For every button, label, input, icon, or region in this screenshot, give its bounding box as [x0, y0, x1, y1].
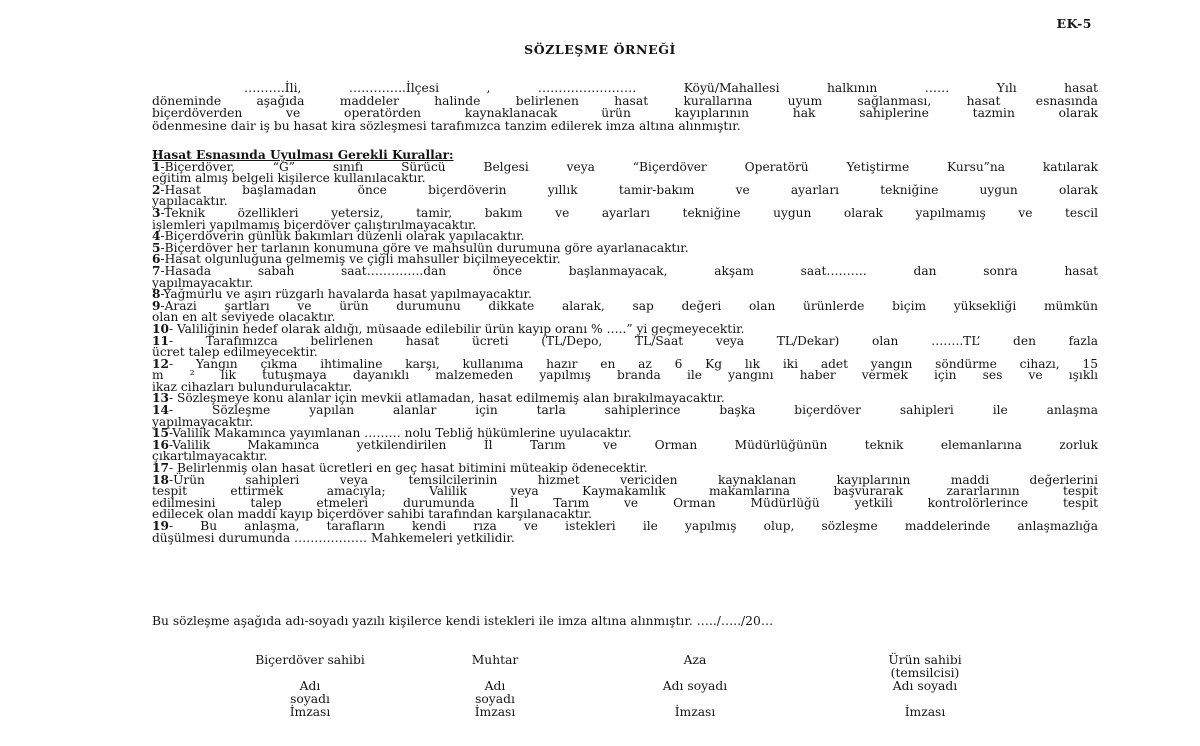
- rule-text: Valiliğinin hedef olarak aldığı, müsaade edilebilir ürün kayıp oranı % …..” yi geçmeyecektir.: [176, 321, 745, 336]
- rule-number: 13: [152, 391, 169, 406]
- rule-separator: -: [160, 287, 164, 302]
- signature-role: Ürün sahibi: [888, 653, 962, 667]
- rule-text: Valilik Makamınca yayımlanan ……… nolu Tebliğ hükümlerine uyulacaktır.: [172, 426, 632, 441]
- rule-text: Valilik Makamınca yetkilendirilen İl Tarım ve Orman Müdürlüğünün teknik elemanlarına zorluk: [172, 437, 1098, 452]
- signature-role: Muhtar: [471, 653, 519, 667]
- signature-line: İmzası: [904, 705, 946, 719]
- signature-block-member: [630, 654, 760, 719]
- intro-paragraph: [152, 82, 1098, 132]
- rule-text: Sözleşme yapılan alanlar için tarla sahiplerince başka biçerdöver sahipleri ile anlaşma: [212, 403, 1098, 418]
- rule-number: 5: [152, 240, 161, 255]
- rule-text: Belirlenmiş olan hasat ücretleri en geç hasat bitimini müteakip ödenecektir.: [176, 461, 648, 476]
- signature-role: Biçerdöver sahibi: [255, 653, 365, 667]
- rule-number: 1: [152, 159, 161, 174]
- rule-line: [152, 405, 1098, 417]
- rule-text: Biçerdöver, “G” sınıfı Sürücü Belgesi veya “Biçerdöver Operatörü Yetiştirme Kursu”na katılarak: [164, 159, 1098, 174]
- rule-text: düşülmesi durumunda ……………… Mahkemeleri yetkilidir.: [152, 530, 515, 545]
- rule-text: Arazi şartları ve ürün durumunu dikkate alarak, sap değeri olan ürünlerde biçim yüksekliği mümkün: [164, 298, 1098, 313]
- rule-item: [152, 356, 1098, 394]
- rule-separator: -: [168, 437, 173, 452]
- rule-text: olan en alt seviyede olacaktır.: [152, 310, 336, 325]
- rule-text: Yangın çıkma ihtimaline karşı, kullanıma hazır en az 6 Kg lık iki adet yangın söndürme cihazı, 15: [195, 356, 1098, 371]
- rule-separator: -: [160, 298, 165, 313]
- rule-text: Hasat başlamadan önce biçerdöverin yıllık tamir-bakım ve ayarları tekniğine uygun olarak: [164, 182, 1098, 197]
- rule-text: Teknik özellikleri yetersiz, tamir, bakım ve ayarları tekniğine uygun olarak yapılmamış ve tescil: [164, 205, 1098, 220]
- rule-separator: -: [168, 403, 213, 418]
- document-title: SÖZLEŞME ÖRNEĞİ: [524, 42, 676, 57]
- rule-number: 10: [152, 321, 169, 336]
- rule-number: 2: [152, 182, 161, 197]
- annex-label: EK-5: [1056, 16, 1092, 31]
- rule-text: Hasada sabah saat…………..dan önce başlanmayacak, akşam saat………. dan sonra hasat: [164, 263, 1098, 278]
- rule-number: 16: [152, 437, 169, 452]
- rule-separator: -: [168, 356, 196, 371]
- rule-line: [152, 437, 1098, 452]
- rule-separator: -: [160, 263, 165, 278]
- rule-line: [152, 182, 1098, 197]
- rule-item: [152, 298, 1098, 325]
- rule-text: Hasat olgunluğuna gelmemiş ve çiğli mahsuller biçilmeyecektir.: [164, 252, 561, 267]
- rule-number: 6: [152, 252, 161, 267]
- rules-section: [152, 150, 1098, 544]
- rule-item: [152, 521, 1098, 544]
- rule-number: 7: [152, 263, 161, 278]
- rule-number: 3: [152, 205, 161, 220]
- rule-number: 14: [152, 403, 169, 418]
- rule-number: 11: [152, 333, 169, 348]
- rule-text: yapılmayacaktır.: [152, 414, 254, 429]
- rule-text: Sözleşmeye konu alanlar için mevkii atlamadan, hasat edilmemiş alan bırakılmayacaktır.: [176, 391, 725, 406]
- rule-text: ikaz cihazları bulundurulacaktır.: [152, 379, 353, 394]
- intro-line: biçerdöverden ve operatörden kaynaklanacak ürün kayıplarının hak sahiplerine tazmin olarak: [152, 106, 1098, 121]
- rule-item: [152, 205, 1098, 232]
- signature-line: (temsilcisi): [890, 666, 960, 680]
- rule-text: çıkartılmayacaktır.: [152, 449, 268, 464]
- rule-text: yapılmayacaktır.: [152, 275, 254, 290]
- signature-line: İmzası: [474, 705, 516, 719]
- rule-text: eğitim almış belgeli kişilerce kullanılacaktır.: [152, 171, 426, 186]
- rule-separator: -: [160, 240, 165, 255]
- signature-block-harvester-owner: [240, 654, 380, 719]
- rule-separator: -: [160, 229, 165, 244]
- rule-number: 12: [152, 356, 169, 371]
- rules-heading: Hasat Esnasında Uyulması Gerekli Kurallar:: [152, 148, 454, 162]
- rule-item: [152, 472, 1098, 522]
- rule-number: 4: [152, 229, 161, 244]
- rule-number: 19: [152, 519, 169, 533]
- rule-text: edilecek olan maddi kayıp biçerdöver sahibi tarafından karşılanacaktır.: [152, 507, 593, 522]
- signature-line: Adı: [299, 679, 321, 693]
- rule-separator: -: [168, 472, 174, 487]
- closing-statement: Bu sözleşme aşağıda adı-soyadı yazılı kişilerce kendi istekleri ile imza altına alınmıştır. …../…../20…: [152, 614, 774, 628]
- rule-text: yapılacaktır.: [152, 194, 228, 209]
- rule-text: Yağmurlu ve aşırı rüzgarlı havalarda hasat yapılmayacaktır.: [163, 287, 532, 302]
- rule-number: 17: [152, 461, 169, 476]
- rule-text: ücret talep edilmeyecektir.: [152, 345, 318, 360]
- intro-line: döneminde aşağıda maddeler halinde belirlenen hasat kurallarına uyum sağlanması, hasat esnasında: [152, 93, 1098, 108]
- rule-separator: -: [168, 519, 201, 533]
- signature-block-mukhtar: [450, 654, 540, 719]
- signature-block-crop-owner: [860, 654, 990, 719]
- rule-item: [152, 159, 1098, 186]
- rule-separator: -: [168, 333, 206, 348]
- rule-separator: -: [168, 321, 177, 336]
- signature-line: Adı: [484, 679, 506, 693]
- rule-separator: -: [160, 159, 165, 174]
- rule-text: işlemleri yapılmamış biçerdöver çalıştırılmayacaktır.: [152, 217, 477, 232]
- signature-line: Adı soyadı: [892, 679, 958, 693]
- rule-separator: -: [160, 252, 165, 267]
- signature-line: soyadı: [290, 692, 330, 706]
- rule-number: 15: [152, 426, 169, 441]
- rule-text: Biçerdöverin günlük bakımları düzenli olarak yapılacaktır.: [164, 229, 525, 244]
- rule-text: edilmesini talep etmeleri durumunda İl Tarım ve Orman Müdürlüğü yetkili kontrolörlerince tespit: [152, 495, 1098, 510]
- rule-number: 18: [152, 472, 169, 487]
- rule-item: [152, 405, 1098, 428]
- rule-line: [152, 263, 1098, 278]
- rule-separator: -: [160, 205, 165, 220]
- rule-text: Bu anlaşma, tarafların kendi rıza ve istekleri ile yapılmış olup, sözleşme maddelerinde anlaşmazlığa: [200, 519, 1098, 533]
- intro-line: ……….İli, …………..İlçesi , …………………… Köyü/Mahallesi halkının …… Yılı hasat: [244, 81, 1098, 95]
- rule-text: Biçerdöver her tarlanın konumuna göre ve mahsulün durumuna göre ayarlanacaktır.: [164, 240, 689, 255]
- rule-item: [152, 263, 1098, 290]
- signature-line: İmzası: [289, 705, 331, 719]
- rule-line: [152, 530, 1098, 545]
- rule-separator: -: [160, 182, 165, 197]
- intro-line: ödenmesine dair iş bu hasat kira sözleşmesi tarafımızca tanzim edilerek imza altına alınmıştır.: [152, 118, 741, 133]
- rule-item: [152, 437, 1098, 464]
- signature-line: soyadı: [475, 692, 515, 706]
- signature-role: Aza: [683, 653, 707, 667]
- rule-number: 8: [152, 287, 161, 302]
- rule-separator: -: [168, 461, 177, 476]
- rule-text: Ürün sahipleri veya temsilcilerinin hizmet vericiden kaynaklanan kayıplarının maddi değerlerini: [173, 472, 1098, 487]
- rule-item: [152, 333, 1098, 360]
- signature-line: İmzası: [674, 705, 716, 719]
- rule-separator: -: [168, 426, 173, 441]
- signature-line: Adı soyadı: [662, 679, 728, 693]
- rule-number: 9: [152, 298, 161, 313]
- rule-item: [152, 182, 1098, 209]
- rule-text: tespit ettirmek amacıyla; Valilik veya Kaymakamlık makamlarına başvurarak zararlarının tespit: [152, 484, 1098, 499]
- rule-separator: -: [168, 391, 177, 406]
- rule-text: Tarafımızca belirlenen hasat ücreti (TL/Depo, TL/Saat veya TL/Dekar) olan ……..TL’ den fazla: [205, 333, 1098, 348]
- rule-text: m ² lik tutuşmaya dayanıklı malzemeden yapılmış branda ile yangını haber vermek için ses ve ışıklı: [152, 368, 1098, 383]
